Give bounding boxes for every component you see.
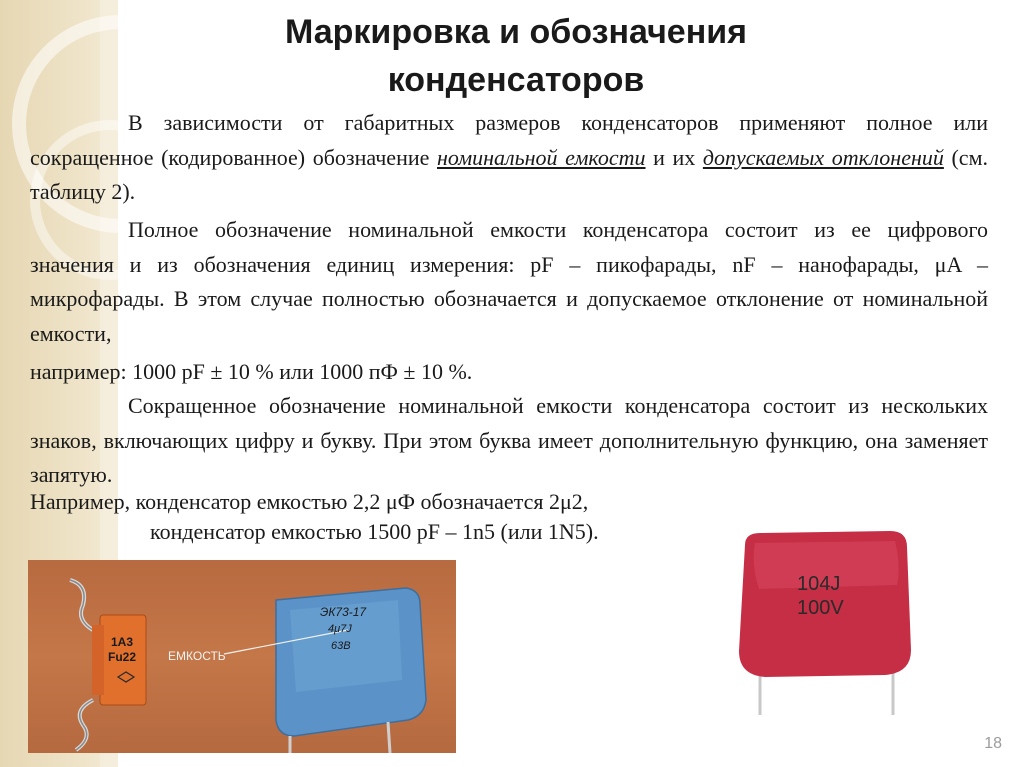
small-cap-label-1: 1A3 bbox=[111, 635, 134, 649]
paragraph-1 bbox=[30, 106, 988, 210]
paragraph-2 bbox=[30, 213, 988, 351]
page-number: 18 bbox=[984, 735, 1002, 752]
paragraph-6: конденсатор емкостью 1500 pF – 1n5 (или 1N5). bbox=[150, 519, 599, 544]
slide-title bbox=[196, 8, 836, 104]
blue-cap-label-1: ЭК73-17 bbox=[320, 605, 367, 619]
red-cap-label-2: 100V bbox=[797, 597, 844, 619]
tolerance-link[interactable]: допускаемых отклонений bbox=[702, 144, 944, 170]
paragraph-2-text: Полное обозначение номинальной емкости конденсатора состоит из ее цифрового значения и из обозначения единиц измерения: pF – пикофарады, nF – нанофарады, μA – микрофарады. В этом случае полностью обозначается и допускаемое отклонение от номинальной емкости, bbox=[30, 217, 988, 346]
paragraph-4-text: Сокращенное обозначение номинальной емкости конденсатора состоит из нескольких знаков, включающих цифру и букву. При этом буква имеет дополнительную функцию, она заменяет запятую. bbox=[30, 393, 988, 487]
paragraph-3: например: 1000 pF ± 10 % или 1000 пФ ± 10 %. bbox=[30, 359, 473, 384]
red-capacitor-illustration bbox=[725, 525, 920, 720]
paragraph-5: Например, конденсатор емкостью 2,2 μФ обозначается 2μ2, bbox=[30, 489, 589, 514]
red-capacitor-photo bbox=[725, 525, 920, 720]
paragraph-1-text-c: (см. таблицу 2). bbox=[30, 144, 988, 204]
capacitors-illustration bbox=[28, 560, 456, 753]
red-cap-label-1: 104J bbox=[797, 573, 841, 595]
paragraph-4 bbox=[30, 389, 988, 493]
title-line-1: Маркировка и обозначения bbox=[284, 13, 747, 51]
paragraph-1-text-b: и их bbox=[645, 144, 703, 170]
paragraph-1-text-a: В зависимости от габаритных размеров конденсаторов применяют полное или сокращенное (кодированное) обозначение bbox=[30, 110, 988, 170]
blue-cap-label-3: 63B bbox=[331, 640, 351, 652]
capacitors-photo bbox=[28, 560, 456, 753]
title-line-2: конденсаторов bbox=[387, 61, 645, 99]
blue-cap-label-2: 4μ7J bbox=[328, 623, 352, 635]
small-cap-label-2: Fu22 bbox=[108, 650, 137, 664]
capacity-callout-label: ЕМКОСТЬ bbox=[168, 649, 226, 663]
nominal-capacity-link[interactable]: номинальной емкости bbox=[437, 144, 646, 170]
